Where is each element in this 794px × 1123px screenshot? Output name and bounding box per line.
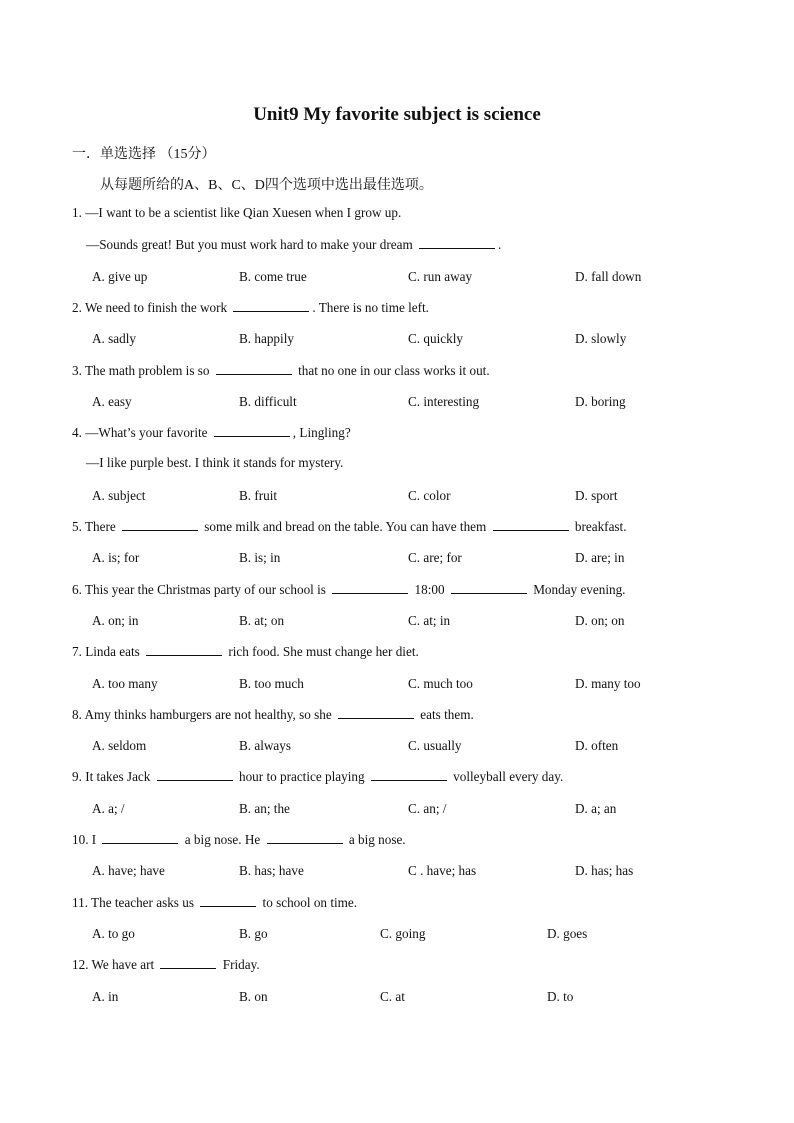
question-11-options — [0, 926, 794, 944]
option-d: D. boring — [575, 393, 626, 409]
answer-blank — [371, 768, 447, 781]
question-text: 3. The math problem is so — [72, 362, 213, 378]
option-d: D. on; on — [575, 612, 625, 628]
section-heading: 一．单选选择 （15分） — [72, 147, 216, 162]
option-d: D. slowly — [575, 331, 627, 347]
option-b: B. too much — [239, 675, 304, 691]
question-text: 5. There — [72, 519, 119, 534]
answer-blank — [493, 518, 569, 531]
option-b: B. come true — [239, 268, 307, 284]
question-7-line-1 — [72, 643, 419, 660]
question-8-options — [0, 738, 794, 756]
option-b: B. is; in — [239, 550, 281, 566]
question-text: 10. I — [72, 832, 100, 847]
question-6-line-1 — [72, 581, 625, 598]
question-7-options — [0, 676, 794, 694]
option-c: C. quickly — [408, 331, 463, 347]
option-c: C. at; in — [408, 612, 451, 628]
option-d: D. goes — [547, 925, 588, 941]
option-b: B. an; the — [239, 800, 290, 816]
question-text: 1. —I want to be a scientist like Qian Xuesen when I grow up. — [72, 205, 402, 220]
question-2-line-1 — [72, 299, 429, 316]
question-text: that no one in our class works it out. — [294, 362, 490, 378]
question-4-line-2 — [86, 455, 343, 471]
option-c: C. run away — [408, 268, 473, 284]
question-text: rich food. She must change her diet. — [225, 644, 419, 660]
option-a: A. give up — [92, 268, 148, 284]
question-1-options — [0, 269, 794, 287]
question-12-line-1 — [72, 956, 260, 973]
question-5-line-1 — [72, 518, 627, 535]
option-d: D. often — [575, 738, 619, 754]
option-a: A. is; for — [92, 550, 140, 566]
question-text: —Sounds great! But you must work hard to make your dream — [86, 237, 416, 253]
answer-blank — [451, 581, 527, 594]
option-c: C . have; has — [408, 863, 477, 879]
question-text: Friday. — [219, 957, 260, 973]
question-text: 11. The teacher asks us — [72, 894, 198, 910]
question-text: eats them. — [416, 706, 474, 722]
option-a: A. subject — [92, 487, 146, 503]
question-11-line-1 — [72, 894, 357, 911]
question-text: Monday evening. — [529, 581, 626, 597]
option-a: A. easy — [92, 393, 132, 409]
option-b: B. on — [239, 988, 268, 1004]
question-text: 7. Linda eats — [72, 644, 144, 660]
answer-blank — [146, 643, 222, 656]
answer-blank — [419, 236, 495, 249]
question-12-options — [0, 989, 794, 1007]
option-a: A. seldom — [92, 738, 147, 754]
question-4-line-1 — [72, 424, 351, 441]
answer-blank — [102, 831, 178, 844]
option-c: C. an; / — [408, 800, 447, 816]
question-text: volleyball every day. — [449, 769, 564, 785]
question-2-options — [0, 331, 794, 349]
question-10-line-1 — [72, 831, 406, 848]
option-c: C. going — [380, 925, 426, 941]
option-b: B. fruit — [239, 487, 278, 503]
question-text: 4. —What’s your favorite — [72, 425, 211, 441]
question-text: 6. This year the Christmas party of our school is — [72, 581, 330, 597]
answer-blank — [157, 768, 233, 781]
option-b: B. happily — [239, 331, 294, 347]
answer-blank — [332, 581, 408, 594]
question-text: hour to practice playing — [235, 769, 368, 785]
question-5-options — [0, 550, 794, 568]
option-a: A. on; in — [92, 612, 139, 628]
option-b: B. has; have — [239, 863, 304, 879]
option-a: A. too many — [92, 675, 158, 691]
option-b: B. at; on — [239, 612, 285, 628]
option-c: C. much too — [408, 675, 473, 691]
option-b: B. difficult — [239, 393, 297, 409]
option-c: C. interesting — [408, 393, 480, 409]
question-6-options — [0, 613, 794, 631]
section-instruction: 从每题所给的A、B、C、D四个选项中选出最佳选项。 — [100, 178, 433, 193]
question-text: some milk and bread on the table. You can have them — [201, 519, 490, 534]
question-text: , Lingling? — [292, 425, 351, 441]
answer-blank — [338, 706, 414, 719]
question-1-line-2 — [86, 236, 501, 253]
answer-blank — [160, 956, 216, 969]
question-text: 8. Amy thinks hamburgers are not healthy, so she — [72, 706, 335, 722]
option-d: D. sport — [575, 487, 618, 503]
option-a: A. sadly — [92, 331, 136, 347]
option-b: B. go — [239, 925, 268, 941]
answer-blank — [214, 424, 290, 437]
question-text: . There is no time left. — [312, 299, 429, 315]
option-d: D. has; has — [575, 863, 634, 879]
question-text: 12. We have art — [72, 957, 158, 973]
answer-blank — [122, 518, 198, 531]
option-d: D. are; in — [575, 550, 625, 566]
question-text: a big nose. — [345, 832, 406, 847]
option-a: A. to go — [92, 925, 135, 941]
option-d: D. fall down — [575, 268, 642, 284]
answer-blank — [233, 299, 309, 312]
option-c: C. usually — [408, 738, 462, 754]
option-b: B. always — [239, 738, 292, 754]
page-title: Unit9 My favorite subject is science — [253, 104, 541, 125]
question-text: a big nose. He — [181, 832, 264, 847]
option-d: D. many too — [575, 675, 641, 691]
question-3-line-1 — [72, 362, 490, 379]
question-3-options — [0, 394, 794, 412]
option-a: A. in — [92, 988, 119, 1004]
option-c: C. are; for — [408, 550, 462, 566]
option-a: A. a; / — [92, 800, 125, 816]
question-8-line-1 — [72, 706, 474, 723]
question-text: to school on time. — [259, 894, 358, 910]
option-a: A. have; have — [92, 863, 165, 879]
answer-blank — [267, 831, 343, 844]
option-d: D. a; an — [575, 800, 617, 816]
question-4-options — [0, 488, 794, 506]
option-c: C. color — [408, 487, 451, 503]
question-text: breakfast. — [571, 519, 627, 534]
option-d: D. to — [547, 988, 574, 1004]
question-9-options — [0, 801, 794, 819]
question-1-line-1 — [72, 205, 401, 221]
option-c: C. at — [380, 988, 405, 1004]
question-9-line-1 — [72, 768, 563, 785]
question-text: —I like purple best. I think it stands for mystery. — [86, 455, 344, 471]
question-text: . — [498, 237, 502, 253]
answer-blank — [216, 362, 292, 375]
question-10-options — [0, 863, 794, 881]
question-text: 2. We need to finish the work — [72, 299, 231, 315]
question-text: 18:00 — [411, 581, 448, 597]
answer-blank — [200, 894, 256, 907]
question-text: 9. It takes Jack — [72, 769, 154, 785]
